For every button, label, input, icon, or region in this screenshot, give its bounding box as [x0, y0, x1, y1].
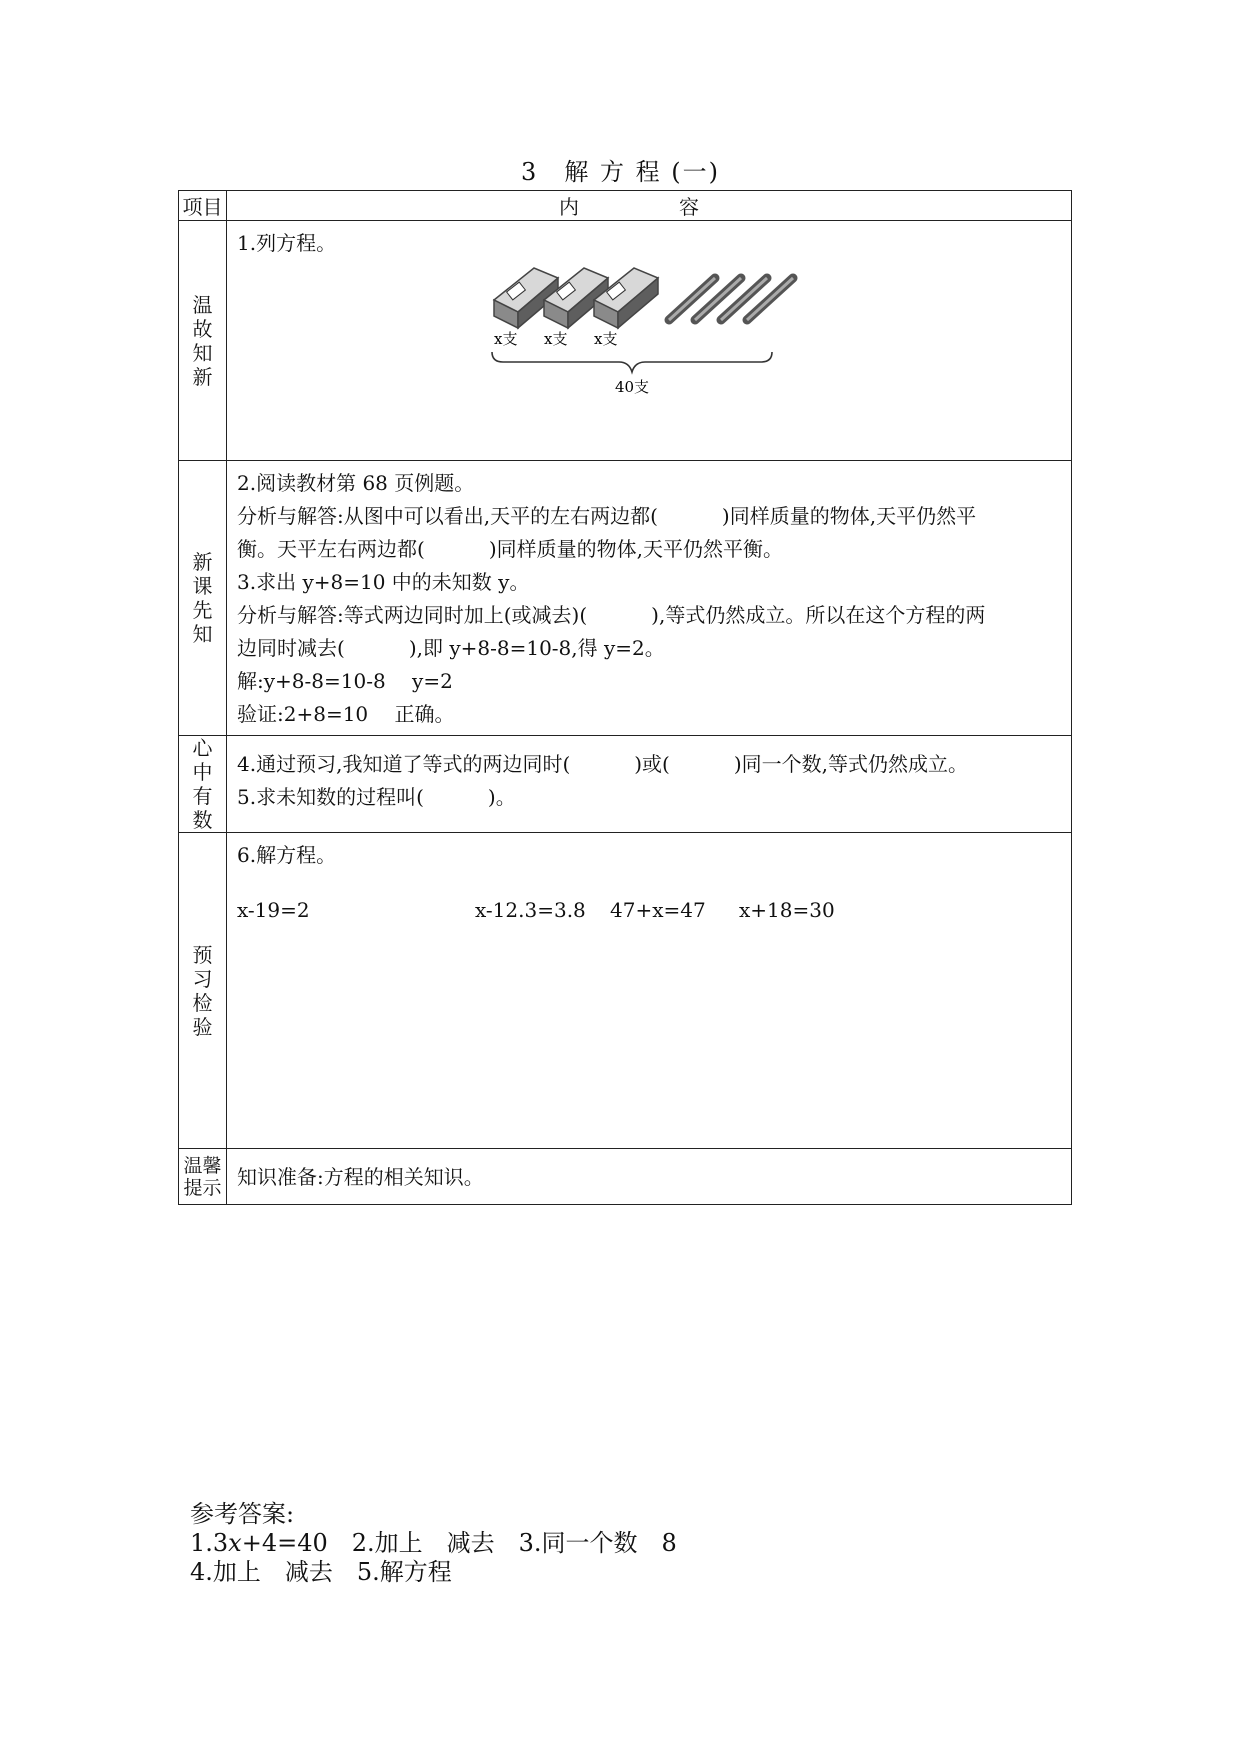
row-content — [227, 461, 1072, 736]
question-2: 2.阅读教材第 68 页例题。 — [237, 471, 475, 495]
equation: x-12.3=3.8 — [475, 898, 586, 922]
row-content — [227, 833, 1072, 1149]
answer-line: 4.加上 减去 5.解方程 — [190, 1558, 452, 1586]
question-3: 3.求出 y+8=10 中的未知数 y。 — [237, 570, 530, 594]
row-new-lesson — [179, 461, 1072, 736]
row-summary — [179, 736, 1072, 833]
row-content — [227, 221, 1072, 461]
verification-line: 验证:2+8=10 正确。 — [237, 702, 455, 726]
question-6: 6.解方程。 — [237, 843, 337, 867]
row-label: 预习检验 — [179, 833, 227, 1149]
table-header — [179, 191, 1072, 221]
question-4: 4.通过预习,我知道了等式的两边同时( )或( )同一个数,等式仍然成立。 — [237, 752, 969, 776]
equation-list — [237, 894, 1061, 928]
row-preview-check — [179, 833, 1072, 1149]
equation: x-19=2 — [237, 898, 310, 922]
pencil-box-illustration — [237, 260, 1111, 400]
equation: x+18=30 — [739, 898, 835, 922]
solution-line: 解:y+8-8=10-8 y=2 — [237, 669, 453, 693]
row-tip — [179, 1149, 1072, 1205]
answer-key — [190, 1500, 677, 1587]
analysis-line: 边同时减去( ),即 y+8-8=10-8,得 y=2。 — [237, 636, 665, 660]
analysis-line: 分析与解答:等式两边同时加上(或减去)( ),等式仍然成立。所以在这个方程的两 — [237, 603, 986, 627]
pencil-figure — [237, 260, 1061, 400]
tip-text: 知识准备:方程的相关知识。 — [237, 1165, 484, 1189]
page-title: 3 解 方 程 (一) — [521, 158, 720, 186]
analysis-line: 衡。天平左右两边都( )同样质量的物体,天平仍然平衡。 — [237, 537, 783, 561]
equation: 47+x=47 — [610, 898, 706, 922]
preview-table — [178, 190, 1072, 1205]
answer-line: 1.3x+4=40 2.加上 减去 3.同一个数 8 — [190, 1529, 677, 1557]
row-label: 温馨提示 — [179, 1149, 227, 1205]
answer-heading: 参考答案: — [190, 1500, 295, 1528]
box-label: x支 — [594, 330, 618, 348]
box-label: x支 — [544, 330, 568, 348]
brace-icon — [492, 352, 772, 372]
box-label: x支 — [494, 330, 518, 348]
question-1: 1.列方程。 — [237, 231, 337, 255]
analysis-line: 分析与解答:从图中可以看出,天平的左右两边都( )同样质量的物体,天平仍然平 — [237, 504, 977, 528]
row-content — [227, 736, 1072, 833]
row-label: 心中有数 — [179, 736, 227, 833]
header-item: 项目 — [179, 191, 227, 221]
question-5: 5.求未知数的过程叫( )。 — [237, 785, 516, 809]
header-content: 内 容 — [227, 191, 1072, 221]
row-content — [227, 1149, 1072, 1205]
row-label: 温故知新 — [179, 221, 227, 461]
total-label: 40支 — [614, 378, 650, 396]
row-label: 新课先知 — [179, 461, 227, 736]
row-review — [179, 221, 1072, 461]
